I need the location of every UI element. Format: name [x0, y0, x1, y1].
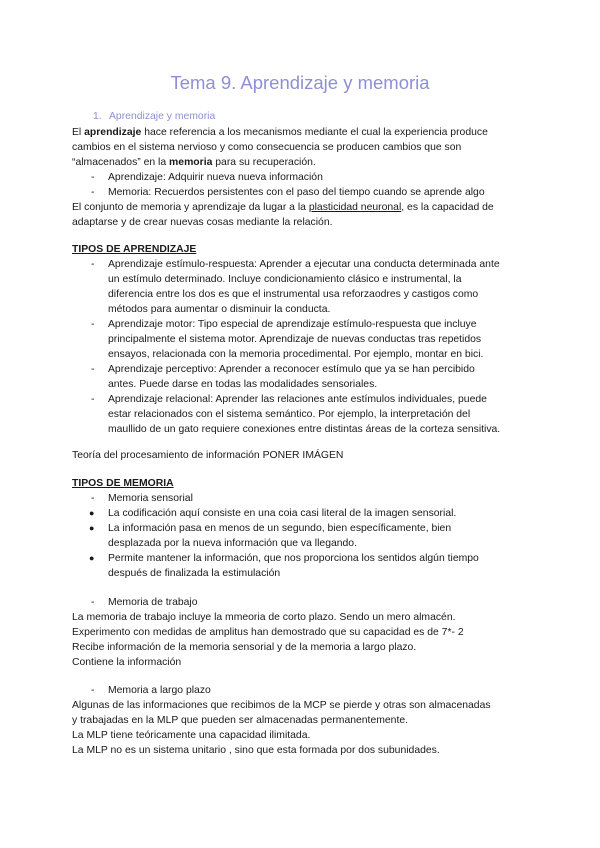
- intro-paragraph-line: [72, 125, 488, 140]
- aprendizaje-item-line: Aprendizaje perceptivo: Aprender a reconocer estímulo que ya se han percibido: [108, 364, 475, 375]
- sensorial-bullet-line: después de finalizada la estimulación: [108, 568, 281, 579]
- dash-marker: -: [91, 172, 95, 183]
- text-run: hace referencia a los mecanismos mediante el cual la experiencia produce: [141, 127, 488, 138]
- bullet-marker: ●: [89, 523, 95, 533]
- heading-tipos-aprendizaje: TIPOS DE APRENDIZAJE: [72, 244, 197, 255]
- largo-text-line: y trabajadas en la MLP que pueden ser almacenadas permanentemente.: [72, 715, 408, 726]
- memoria-sensorial-label: Memoria sensorial: [108, 493, 193, 504]
- largo-text-line: La MLP no es un sistema unitario , sino que esta formada por dos subunidades.: [72, 745, 440, 756]
- plasticity-paragraph-line: adaptarse y de crear nuevas cosas mediante la relación.: [72, 217, 333, 228]
- dash-marker: -: [91, 685, 95, 696]
- trabajo-text-line: La memoria de trabajo incluye la mmeoria de corto plazo. Sendo un mero almacén.: [72, 612, 456, 623]
- aprendizaje-item-line: Aprendizaje estímulo-respuesta: Aprender a ejecutar una conducta determinada ante: [108, 259, 500, 270]
- largo-text-line: La MLP tiene teóricamente una capacidad ilimitada.: [72, 730, 311, 741]
- plasticity-paragraph-line: [72, 200, 494, 215]
- bullet-marker: ●: [89, 508, 95, 518]
- dash-marker: -: [91, 394, 95, 405]
- intro-paragraph-line: cambios en el sistema nervioso y como consecuencia se producen cambios que son: [72, 142, 462, 153]
- intro-paragraph-line: [72, 155, 316, 170]
- trabajo-text-line: Contiene la información: [72, 657, 182, 668]
- aprendizaje-item-line: ensayos, relacionada con la memoria procedimental. Por ejemplo, montar en bici.: [108, 349, 484, 360]
- bold-term-aprendizaje: aprendizaje: [84, 127, 142, 138]
- section-number: 1.: [93, 111, 102, 122]
- aprendizaje-item-line: principalmente el sistema motor. Aprendizaje de nuevas conductas tras repetidos: [108, 334, 482, 345]
- dash-marker: -: [91, 493, 95, 504]
- document-title: Tema 9. Aprendizaje y memoria: [170, 72, 430, 93]
- definition-aprendizaje: Aprendizaje: Adquirir nueva nueva información: [108, 172, 323, 183]
- text-run: El conjunto de memoria y aprendizaje da lugar a la: [72, 202, 309, 213]
- aprendizaje-item-line: Aprendizaje motor: Tipo especial de aprendizaje estímulo-respuesta que incluye: [108, 319, 477, 330]
- aprendizaje-item-line: estar relacionados con el sistema semántico. Por ejemplo, la interpretación del: [108, 409, 471, 420]
- text-run: “almacenados” en la: [72, 157, 170, 168]
- sensorial-bullet-line: Permite mantener la información, que nos proporciona los sentidos algún tiempo: [108, 553, 479, 564]
- aprendizaje-item-line: Aprendizaje relacional: Aprender las relaciones ante estímulos individuales, puede: [108, 394, 487, 405]
- largo-text-line: Algunas de las informaciones que recibimos de la MCP se pierde y otras son almacenadas: [72, 700, 491, 711]
- dash-marker: -: [91, 259, 95, 270]
- aprendizaje-item-line: diferencia entre los dos es que el instrumental usa reforzaodres y castigos como: [108, 289, 479, 300]
- dash-marker: -: [91, 364, 95, 375]
- text-run: El: [72, 127, 85, 138]
- dash-marker: -: [91, 319, 95, 330]
- memoria-trabajo-label: Memoria de trabajo: [108, 597, 198, 608]
- aprendizaje-item-line: un estímulo determinado. Incluye condicionamiento clásico e instrumental, la: [108, 274, 462, 285]
- aprendizaje-item-line: métodos para aumentar o disminuir la conducta.: [108, 304, 331, 315]
- text-run: para su recuperación.: [212, 157, 316, 168]
- bold-term-memoria: memoria: [169, 157, 213, 168]
- dash-marker: -: [91, 597, 95, 608]
- memoria-largo-plazo-label: Memoria a largo plazo: [108, 685, 211, 696]
- teoria-note: Teoría del procesamiento de información PONER IMÁGEN: [72, 450, 344, 461]
- sensorial-bullet-line: La información pasa en menos de un segundo, bien específicamente, bien: [108, 523, 452, 534]
- section-heading-text: Aprendizaje y memoria: [109, 111, 216, 122]
- sensorial-bullet-line: La codificación aquí consiste en una coia casi literal de la imagen sensorial.: [108, 508, 457, 519]
- dash-marker: -: [91, 187, 95, 198]
- text-run: , es la capacidad de: [401, 202, 494, 213]
- plasticidad-neuronal-term: plasticidad neuronal: [308, 202, 402, 213]
- definition-memoria: Memoria: Recuerdos persistentes con el paso del tiempo cuando se aprende algo: [108, 187, 485, 198]
- bullet-marker: ●: [89, 553, 95, 563]
- aprendizaje-item-line: maullido de un gato requiere conexiones entre distintas áreas de la corteza sensitiva.: [108, 424, 501, 435]
- section-heading-aprendizaje-memoria: [93, 111, 215, 122]
- aprendizaje-item-line: antes. Puede darse en todas las modalidades sensoriales.: [108, 379, 378, 390]
- trabajo-text-line: Recibe información de la memoria sensorial y de la memoria a largo plazo.: [72, 642, 417, 653]
- sensorial-bullet-line: desplazada por la nueva información que va llegando.: [108, 538, 357, 549]
- heading-tipos-memoria: TIPOS DE MEMORIA: [72, 478, 174, 489]
- trabajo-text-line: Experimento con medidas de amplitus han demostrado que su capacidad es de 7*- 2: [72, 627, 464, 638]
